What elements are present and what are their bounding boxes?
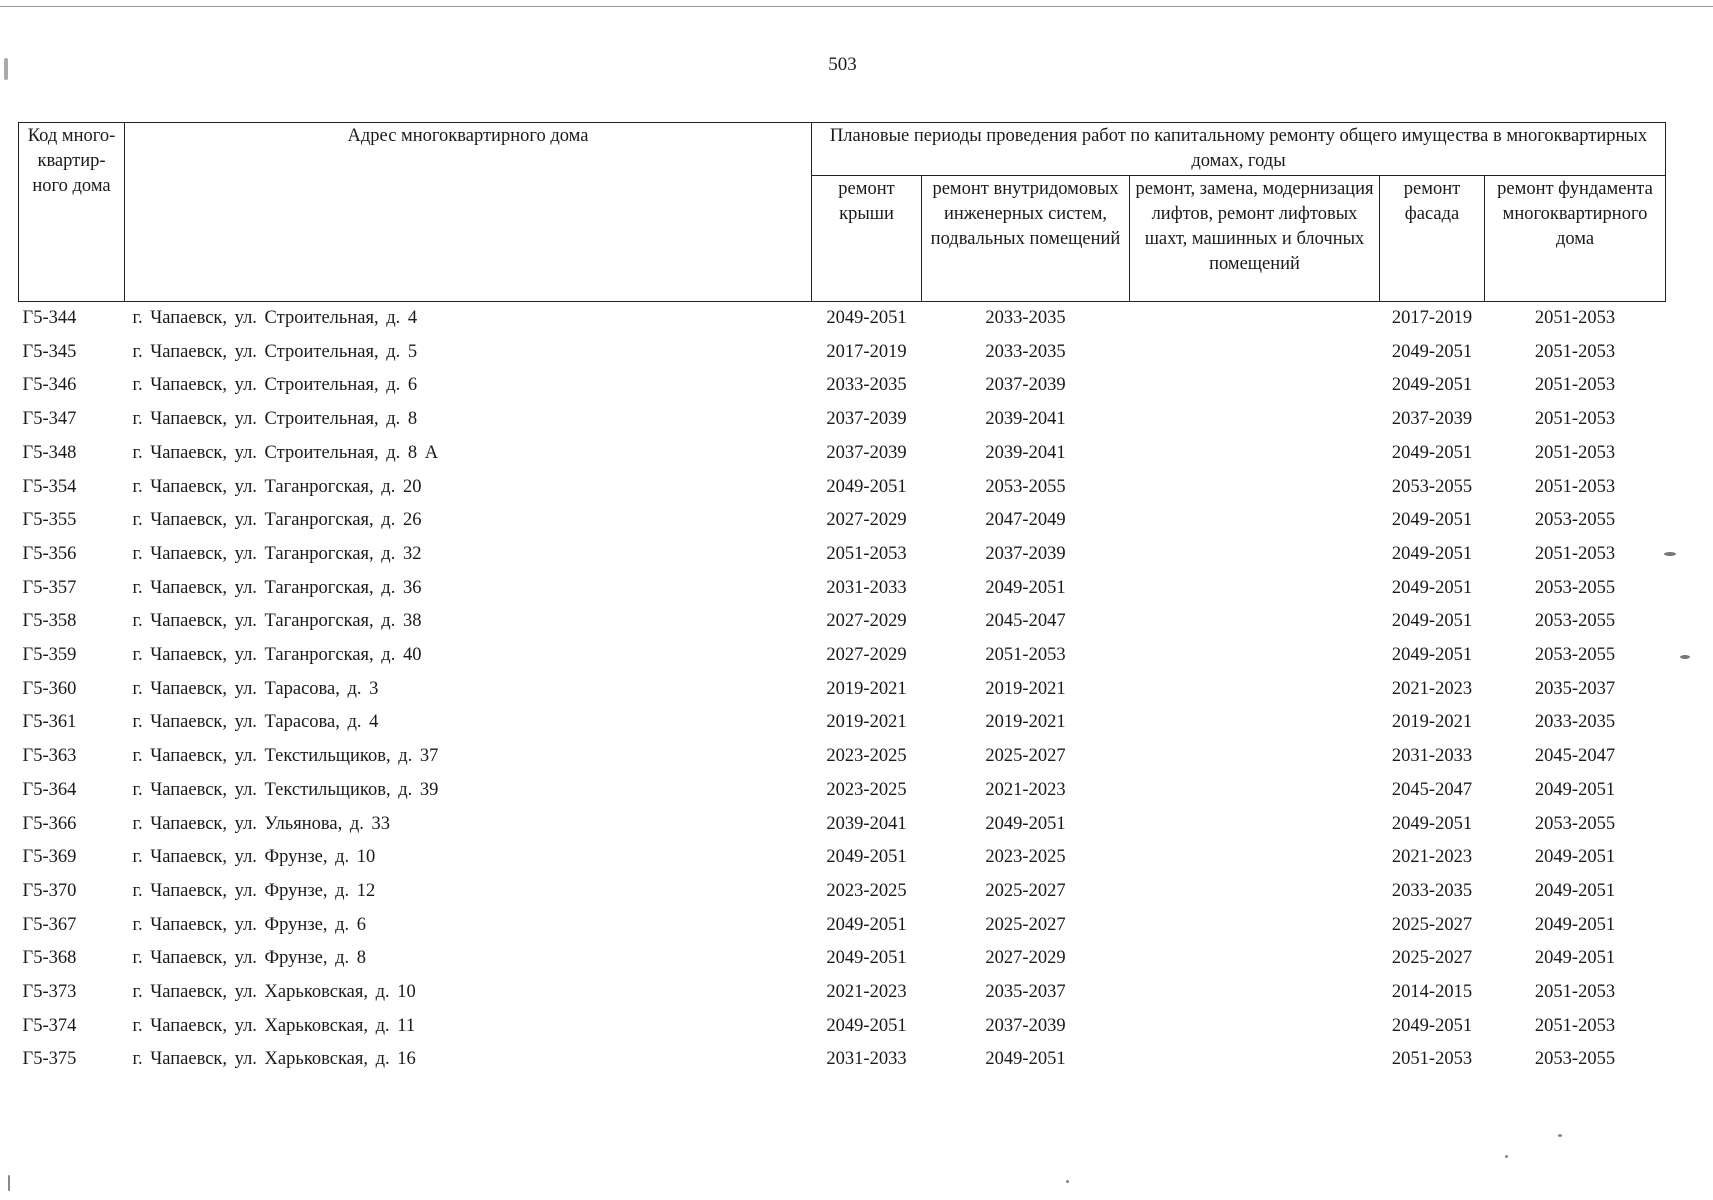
cell-foundation: 2053-2055: [1534, 510, 1616, 531]
cell-code: Г5-373: [22, 982, 77, 1003]
cell-facade: 2037-2039: [1391, 409, 1473, 430]
table-row: [19, 538, 1666, 572]
cell-facade: 2049-2051: [1391, 442, 1473, 463]
cell-elevators: [1130, 403, 1380, 437]
cell-systems: 2053-2055: [985, 476, 1066, 497]
cell-systems: 2049-2051: [985, 1049, 1066, 1070]
page-number: 503: [828, 54, 857, 75]
cell-systems: 2019-2021: [985, 712, 1066, 733]
cell-elevators: [1130, 875, 1380, 909]
table-row: [19, 639, 1666, 673]
cell-systems: 2039-2041: [985, 409, 1066, 430]
cell-code: Г5-347: [22, 409, 77, 430]
cell-code: Г5-348: [22, 442, 77, 463]
cell-elevators: [1130, 471, 1380, 505]
table-row: [19, 1010, 1666, 1044]
cell-code: Г5-369: [22, 847, 77, 868]
cell-facade: 2049-2051: [1391, 375, 1473, 396]
cell-address: г. Чапаевск, ул. Строительная, д. 6: [132, 375, 418, 396]
cell-address: г. Чапаевск, ул. Строительная, д. 4: [132, 308, 418, 328]
cell-facade: 2049-2051: [1391, 645, 1473, 666]
cell-address: г. Чапаевск, ул. Текстильщиков, д. 39: [132, 779, 439, 800]
cell-facade: 2025-2027: [1391, 948, 1473, 969]
cell-address: г. Чапаевск, ул. Таганрогская, д. 26: [132, 510, 422, 531]
cell-elevators: [1130, 740, 1380, 774]
cell-roof: 2037-2039: [826, 409, 907, 430]
cell-facade: 2049-2051: [1391, 1015, 1473, 1036]
header-address: Адрес многоквартирного дома: [125, 123, 812, 302]
table-row: [19, 909, 1666, 943]
cell-foundation: 2045-2047: [1534, 746, 1616, 767]
scan-speck: [1505, 1155, 1508, 1158]
cell-roof: 2027-2029: [826, 510, 907, 531]
cell-elevators: [1130, 302, 1380, 336]
cell-systems: 2039-2041: [985, 442, 1066, 463]
header-foundation: ремонт фундамента многоквартирного дома: [1485, 176, 1666, 302]
table-row: [19, 706, 1666, 740]
cell-foundation: 2051-2053: [1534, 308, 1616, 328]
cell-code: Г5-374: [22, 1015, 77, 1036]
header-roof: ремонт крыши: [812, 176, 922, 302]
cell-roof: 2027-2029: [826, 645, 907, 666]
cell-systems: 2021-2023: [985, 779, 1066, 800]
cell-code: Г5-358: [22, 611, 77, 632]
cell-elevators: [1130, 336, 1380, 370]
table-row: [19, 437, 1666, 471]
cell-foundation: 2049-2051: [1534, 847, 1616, 868]
cell-address: г. Чапаевск, ул. Фрунзе, д. 10: [132, 847, 376, 868]
cell-code: Г5-368: [22, 948, 77, 969]
cell-systems: 2037-2039: [985, 375, 1066, 396]
cell-roof: 2027-2029: [826, 611, 907, 632]
cell-facade: 2053-2055: [1391, 476, 1473, 497]
cell-foundation: 2053-2055: [1534, 611, 1616, 632]
cell-facade: 2025-2027: [1391, 914, 1473, 935]
cell-systems: 2049-2051: [985, 813, 1066, 834]
cell-elevators: [1130, 808, 1380, 842]
cell-foundation: 2051-2053: [1534, 375, 1616, 396]
cell-facade: 2031-2033: [1391, 746, 1473, 767]
cell-facade: 2021-2023: [1391, 678, 1473, 699]
capital-repair-table: [18, 122, 1666, 1077]
cell-address: г. Чапаевск, ул. Таганрогская, д. 40: [132, 645, 422, 666]
scan-speck: [1558, 1134, 1562, 1137]
cell-systems: 2033-2035: [985, 308, 1066, 328]
cell-facade: 2049-2051: [1391, 543, 1473, 564]
cell-foundation: 2051-2053: [1534, 543, 1616, 564]
cell-facade: 2045-2047: [1391, 779, 1473, 800]
cell-address: г. Чапаевск, ул. Тарасова, д. 3: [132, 678, 379, 699]
cell-address: г. Чапаевск, ул. Тарасова, д. 4: [132, 712, 379, 733]
cell-roof: 2037-2039: [826, 442, 907, 463]
table-row: [19, 740, 1666, 774]
cell-foundation: 2051-2053: [1534, 476, 1616, 497]
table-row: [19, 471, 1666, 505]
table-row: [19, 302, 1666, 336]
cell-elevators: [1130, 605, 1380, 639]
header-facade: ремонт фасада: [1380, 176, 1485, 302]
table-row: [19, 572, 1666, 606]
cell-foundation: 2049-2051: [1534, 914, 1616, 935]
cell-address: г. Чапаевск, ул. Фрунзе, д. 8: [132, 948, 367, 969]
cell-address: г. Чапаевск, ул. Строительная, д. 8 А: [132, 442, 439, 463]
cell-systems: 2025-2027: [985, 880, 1066, 901]
cell-address: г. Чапаевск, ул. Строительная, д. 5: [132, 341, 418, 362]
cell-systems: 2037-2039: [985, 543, 1066, 564]
cell-foundation: 2051-2053: [1534, 442, 1616, 463]
cell-systems: 2025-2027: [985, 746, 1066, 767]
cell-foundation: 2053-2055: [1534, 1049, 1616, 1070]
cell-roof: 2031-2033: [826, 577, 907, 598]
cell-code: Г5-360: [22, 678, 77, 699]
cell-elevators: [1130, 538, 1380, 572]
cell-code: Г5-359: [22, 645, 77, 666]
table-row: [19, 942, 1666, 976]
cell-systems: 2047-2049: [985, 510, 1066, 531]
header-code: Код много-квартир-ного дома: [19, 123, 125, 302]
cell-roof: 2049-2051: [826, 308, 907, 328]
table-row: [19, 504, 1666, 538]
cell-foundation: 2051-2053: [1534, 409, 1616, 430]
table-row: [19, 1043, 1666, 1077]
cell-foundation: 2049-2051: [1534, 880, 1616, 901]
cell-foundation: 2051-2053: [1534, 341, 1616, 362]
cell-code: Г5-344: [22, 308, 77, 328]
cell-address: г. Чапаевск, ул. Фрунзе, д. 6: [132, 914, 367, 935]
cell-systems: 2019-2021: [985, 678, 1066, 699]
cell-code: Г5-356: [22, 543, 77, 564]
cell-elevators: [1130, 706, 1380, 740]
cell-facade: 2019-2021: [1391, 712, 1473, 733]
cell-elevators: [1130, 942, 1380, 976]
cell-code: Г5-367: [22, 914, 77, 935]
scan-speck: [1680, 655, 1690, 659]
cell-elevators: [1130, 639, 1380, 673]
scan-edge-line: [0, 6, 1713, 7]
header-elevators: ремонт, замена, модернизация лифтов, ремонт лифтовых шахт, машинных и блочных помещений: [1130, 176, 1380, 302]
cell-elevators: [1130, 1043, 1380, 1077]
cell-foundation: 2033-2035: [1534, 712, 1616, 733]
cell-address: г. Чапаевск, ул. Таганрогская, д. 32: [132, 543, 422, 564]
cell-roof: 2051-2053: [826, 543, 907, 564]
header-systems: ремонт внутридомовых инженерных систем, подвальных помещений: [922, 176, 1130, 302]
cell-code: Г5-370: [22, 880, 77, 901]
cell-roof: 2017-2019: [826, 341, 907, 362]
cell-code: Г5-375: [22, 1049, 77, 1070]
cell-foundation: 2051-2053: [1534, 1015, 1616, 1036]
cell-code: Г5-364: [22, 779, 77, 800]
cell-elevators: [1130, 437, 1380, 471]
cell-roof: 2049-2051: [826, 847, 907, 868]
cell-elevators: [1130, 369, 1380, 403]
cell-code: Г5-345: [22, 341, 77, 362]
cell-address: г. Чапаевск, ул. Харьковская, д. 10: [132, 982, 416, 1003]
table-row: [19, 673, 1666, 707]
cell-elevators: [1130, 976, 1380, 1010]
cell-address: г. Чапаевск, ул. Таганрогская, д. 38: [132, 611, 422, 632]
cell-roof: 2023-2025: [826, 779, 907, 800]
cell-facade: 2017-2019: [1391, 308, 1473, 328]
scan-speck: [4, 58, 8, 80]
scan-speck: [1664, 552, 1676, 556]
cell-roof: 2021-2023: [826, 982, 907, 1003]
cell-foundation: 2049-2051: [1534, 779, 1616, 800]
cell-facade: 2049-2051: [1391, 813, 1473, 834]
cell-code: Г5-363: [22, 746, 77, 767]
cell-facade: 2021-2023: [1391, 847, 1473, 868]
cell-roof: 2049-2051: [826, 914, 907, 935]
cell-elevators: [1130, 673, 1380, 707]
cell-code: Г5-346: [22, 375, 77, 396]
cell-code: Г5-366: [22, 813, 77, 834]
cell-code: Г5-361: [22, 712, 77, 733]
cell-address: г. Чапаевск, ул. Строительная, д. 8: [132, 409, 418, 430]
cell-facade: 2051-2053: [1391, 1049, 1473, 1070]
header-periods: Плановые периоды проведения работ по капитальному ремонту общего имущества в многоквартирных домах, годы: [812, 123, 1666, 176]
cell-elevators: [1130, 841, 1380, 875]
table-row: [19, 369, 1666, 403]
cell-systems: 2025-2027: [985, 914, 1066, 935]
cell-roof: 2023-2025: [826, 880, 907, 901]
cell-roof: 2031-2033: [826, 1049, 907, 1070]
scan-speck: [1066, 1180, 1069, 1183]
scan-speck: [8, 1175, 10, 1191]
table-row: [19, 774, 1666, 808]
cell-facade: 2049-2051: [1391, 577, 1473, 598]
cell-facade: 2033-2035: [1391, 880, 1473, 901]
cell-facade: 2014-2015: [1391, 982, 1473, 1003]
cell-code: Г5-357: [22, 577, 77, 598]
table-row: [19, 875, 1666, 909]
cell-address: г. Чапаевск, ул. Ульянова, д. 33: [132, 813, 391, 834]
cell-roof: 2033-2035: [826, 375, 907, 396]
table-body: [19, 302, 1666, 1078]
table-row: [19, 336, 1666, 370]
cell-systems: 2023-2025: [985, 847, 1066, 868]
cell-foundation: 2053-2055: [1534, 577, 1616, 598]
cell-address: г. Чапаевск, ул. Харьковская, д. 11: [132, 1015, 416, 1036]
table-row: [19, 605, 1666, 639]
cell-foundation: 2053-2055: [1534, 645, 1616, 666]
cell-roof: 2049-2051: [826, 1015, 907, 1036]
cell-systems: 2051-2053: [985, 645, 1066, 666]
cell-address: г. Чапаевск, ул. Таганрогская, д. 36: [132, 577, 422, 598]
cell-systems: 2027-2029: [985, 948, 1066, 969]
cell-foundation: 2051-2053: [1534, 982, 1616, 1003]
cell-foundation: 2035-2037: [1534, 678, 1616, 699]
cell-roof: 2049-2051: [826, 948, 907, 969]
cell-elevators: [1130, 909, 1380, 943]
cell-code: Г5-354: [22, 476, 77, 497]
cell-facade: 2049-2051: [1391, 341, 1473, 362]
cell-code: Г5-355: [22, 510, 77, 531]
cell-foundation: 2053-2055: [1534, 813, 1616, 834]
table-row: [19, 403, 1666, 437]
cell-facade: 2049-2051: [1391, 611, 1473, 632]
cell-systems: 2049-2051: [985, 577, 1066, 598]
cell-roof: 2023-2025: [826, 746, 907, 767]
cell-roof: 2019-2021: [826, 678, 907, 699]
cell-roof: 2049-2051: [826, 476, 907, 497]
cell-systems: 2037-2039: [985, 1015, 1066, 1036]
cell-roof: 2019-2021: [826, 712, 907, 733]
cell-systems: 2033-2035: [985, 341, 1066, 362]
cell-elevators: [1130, 774, 1380, 808]
cell-address: г. Чапаевск, ул. Текстильщиков, д. 37: [132, 746, 439, 767]
cell-elevators: [1130, 572, 1380, 606]
table-row: [19, 841, 1666, 875]
table-row: [19, 976, 1666, 1010]
cell-address: г. Чапаевск, ул. Фрунзе, д. 12: [132, 880, 376, 901]
cell-address: г. Чапаевск, ул. Харьковская, д. 16: [132, 1049, 416, 1070]
table-row: [19, 808, 1666, 842]
table-header: [19, 123, 1666, 302]
cell-systems: 2035-2037: [985, 982, 1066, 1003]
cell-systems: 2045-2047: [985, 611, 1066, 632]
cell-facade: 2049-2051: [1391, 510, 1473, 531]
cell-elevators: [1130, 504, 1380, 538]
cell-address: г. Чапаевск, ул. Таганрогская, д. 20: [132, 476, 422, 497]
cell-foundation: 2049-2051: [1534, 948, 1616, 969]
cell-roof: 2039-2041: [826, 813, 907, 834]
cell-elevators: [1130, 1010, 1380, 1044]
